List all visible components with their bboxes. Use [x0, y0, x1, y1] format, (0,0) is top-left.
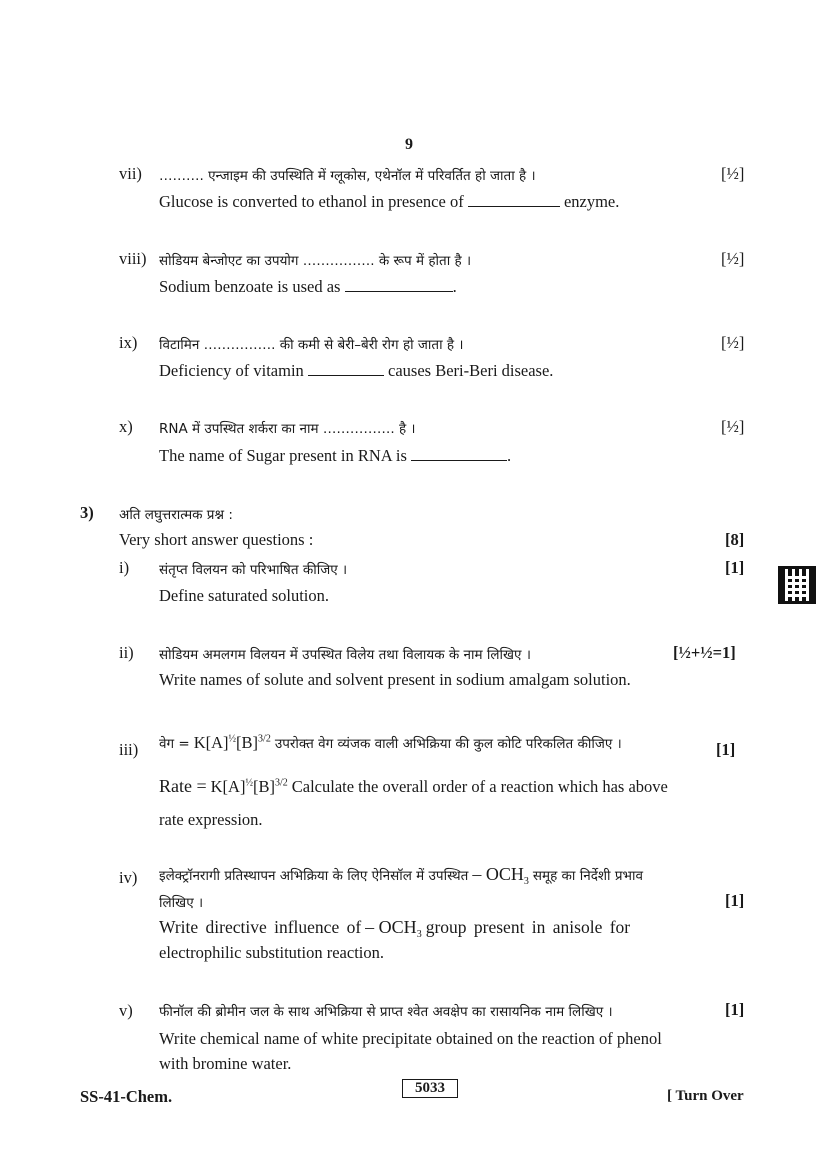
question-number: ix) [119, 333, 138, 352]
marks: [½+½=1] [673, 643, 736, 662]
question-number: viii) [119, 249, 147, 268]
question-number: i) [119, 558, 130, 577]
question-number: x) [119, 417, 133, 436]
marks: [1] [725, 1000, 745, 1019]
question-english: Deficiency of vitamin causes Beri-Beri disease. [159, 361, 554, 380]
question-english: Glucose is converted to ethanol in presence of enzyme. [159, 192, 620, 211]
section-marks: [8] [725, 530, 745, 549]
marks: [½] [721, 417, 745, 436]
question-hindi: ………. एन्जाइम की उपस्थिति में ग्लूकोस, एथेनॉल में परिवर्तित हो जाता है । [159, 168, 536, 184]
question-hindi: संतृप्त विलयन को परिभाषित कीजिए । [159, 562, 348, 578]
question-hindi: RNA में उपस्थित शर्करा का नाम ……………. है । [159, 421, 416, 437]
question-hindi: इलेक्ट्रॉनरागी प्रतिस्थापन अभिक्रिया के लिए ऐनिसॉल में उपस्थित – $OCH_3$ समूह का निर्देशी प्रभाव [159, 864, 644, 887]
question-english: Rate = $K[A]^{\frac{1}{2}}[B]^{3/2}$ Calculate the overall order of a reaction which has above [159, 776, 668, 796]
paper-code: SS-41-Chem. [80, 1087, 173, 1106]
turn-over-label: [ Turn Over [667, 1088, 744, 1104]
answer-blank [345, 278, 453, 292]
qr-code [778, 566, 816, 604]
marks: [1] [716, 740, 736, 759]
question-hindi: सोडियम बेन्जोएट का उपयोग ……………. के रूप में होता है । [159, 253, 472, 269]
question-english-line2: electrophilic substitution reaction. [159, 943, 384, 962]
rate-expression-hindi: वेग = $K[A]^{\frac{1}{2}}[B]^{3/2}$ उपरोक्त वेग व्यंजक वाली अभिक्रिया की कुल कोटि परिकलित कीजिए । [159, 733, 622, 752]
question-english: Sodium benzoate is used as . [159, 277, 457, 296]
paper-number-box: 5033 [402, 1079, 458, 1098]
question-english-line2: with bromine water. [159, 1054, 292, 1073]
question-number: iii) [119, 740, 139, 759]
question-hindi: फीनॉल की ब्रोमीन जल के साथ अभिक्रिया से प्राप्त श्वेत अवक्षेप का रासायनिक नाम लिखिए । [159, 1004, 613, 1020]
marks: [1] [725, 891, 745, 910]
marks: [½] [721, 164, 745, 183]
answer-blank [411, 447, 507, 461]
section-title-hindi: अति लघुत्तरात्मक प्रश्न : [119, 507, 233, 523]
question-english: Write names of solute and solvent present in sodium amalgam solution. [159, 670, 631, 689]
marks: [½] [721, 249, 745, 268]
page-number: 9 [405, 136, 413, 153]
marks: [½] [721, 333, 745, 352]
question-english: Write directive influence of – $OCH_3$ group present in anisole for [159, 917, 631, 940]
question-number: v) [119, 1001, 133, 1020]
marks: [1] [725, 558, 745, 577]
answer-blank [468, 193, 560, 207]
answer-blank [308, 362, 384, 376]
section-number: 3) [80, 503, 94, 522]
question-number: ii) [119, 643, 134, 662]
question-english: The name of Sugar present in RNA is . [159, 446, 512, 465]
question-hindi: सोडियम अमलगम विलयन में उपस्थित विलेय तथा विलायक के नाम लिखिए । [159, 647, 531, 663]
question-english: Write chemical name of white precipitate obtained on the reaction of phenol [159, 1029, 662, 1048]
question-english: Define saturated solution. [159, 586, 329, 605]
question-english-line2: rate expression. [159, 810, 263, 829]
question-hindi: विटामिन ……………. की कमी से बेरी–बेरी रोग हो जाता है । [159, 337, 464, 353]
question-number: iv) [119, 868, 138, 887]
question-number: vii) [119, 164, 142, 183]
question-hindi-line2: लिखिए । [159, 895, 204, 911]
section-title-english: Very short answer questions : [119, 530, 314, 549]
